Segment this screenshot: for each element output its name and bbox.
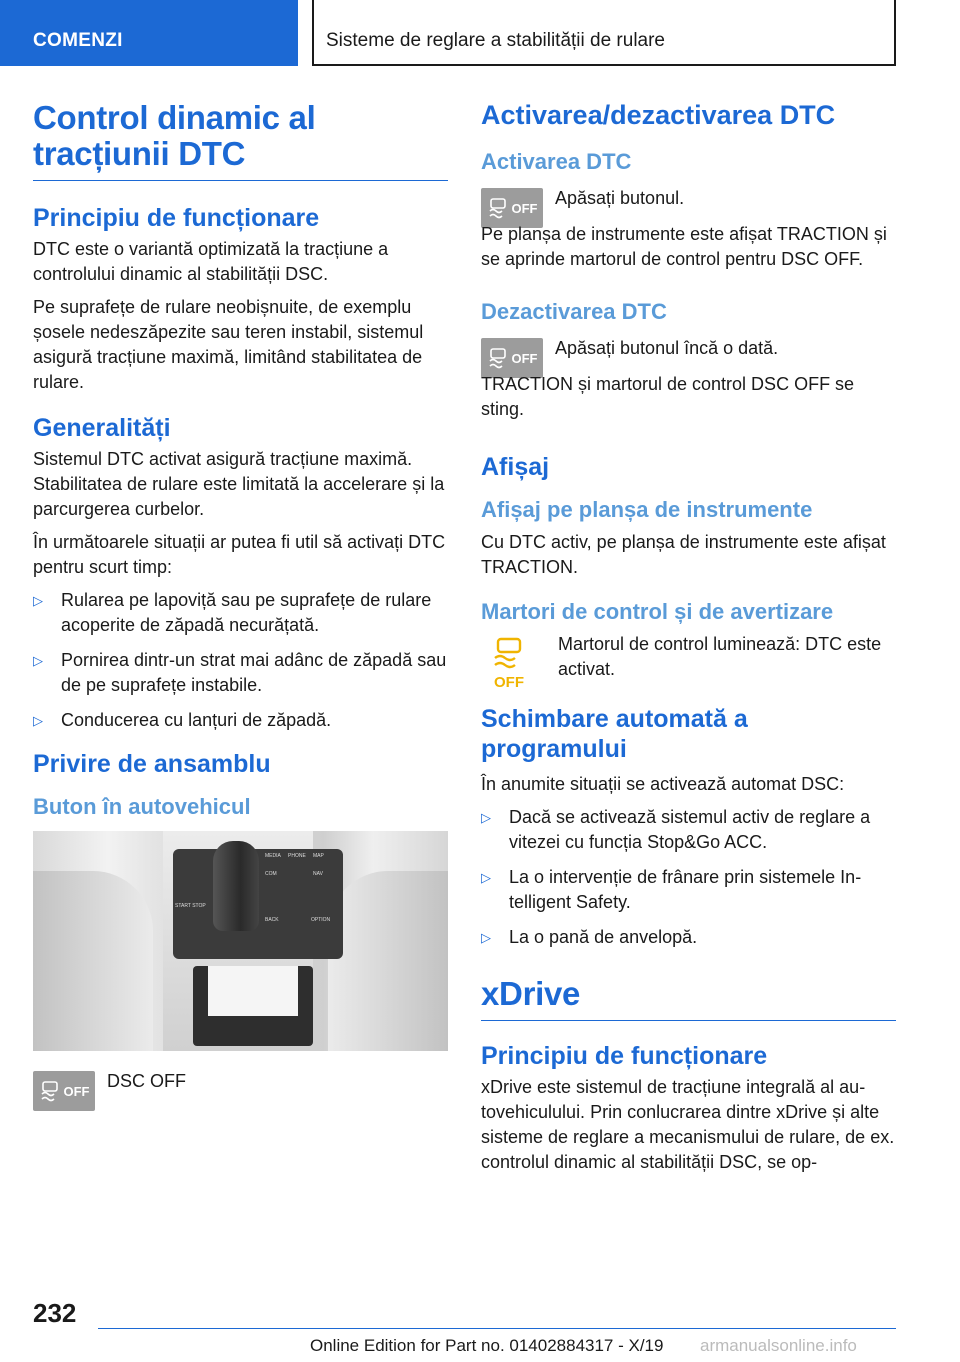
list-item: ▷ Pornirea dintr-un strat mai adânc de zăpadă sau de pe suprafețe instabile. [33, 648, 448, 698]
list-item: ▷ La o intervenție de frânare prin sistemele Intelligent Safety. [481, 865, 896, 915]
activate-step: Apăsați butonul. [555, 188, 685, 208]
off-text: OFF [511, 200, 538, 216]
footer-rule [98, 1328, 896, 1329]
auto-change-paragraph: În anumite situații se activează automat DSC: [481, 774, 845, 794]
principle-paragraph-1: DTC este o variantă optimizată la tracțiune a controlului dinamic al stabilității DSC. [33, 239, 389, 284]
activation-title: Activarea/dezactivarea DTC [481, 100, 836, 130]
list-item: ▷ Conducerea cu lanțuri de zăpadă. [33, 708, 448, 733]
section-tab[interactable]: COMENZI [0, 0, 298, 66]
gear-lever [213, 841, 259, 931]
general-paragraph-2: În următoarele situații ar putea fi util să activați DTC pentru scurt timp: [33, 532, 446, 577]
dtc-title: Control dinamic al tracțiunii DTC [33, 100, 448, 181]
xdrive-paragraph: xDrive este sistemul de tracțiune integrală al autovehiculului. Prin conlucrarea dintre xDrive și alte sisteme de reglare a mecanismului de rulare, de ex. controlul dinamic al stabilității DSC, se op- [481, 1077, 895, 1172]
chapter-title: Sisteme de reglare a stabilității de rulare [312, 0, 896, 66]
general-heading: Generalități [33, 414, 171, 442]
off-text: OFF [511, 350, 538, 366]
activate-result: Pe planșa de instrumente este afișat TRACTION și se aprinde martorul de control pentru DSC OFF. [481, 224, 887, 269]
skid-car-icon [39, 1079, 61, 1103]
seat-right [328, 871, 448, 1051]
auto-change-list [481, 805, 896, 950]
deactivate-heading: Dezactivarea DTC [481, 299, 667, 324]
storage-tray [208, 966, 298, 1016]
photo-label: PHONE [288, 853, 306, 859]
edition-text: Online Edition for Part no. 01402884317 - X/19 [310, 1336, 664, 1355]
warning-row [481, 632, 896, 694]
warning-paragraph: Martorul de control luminează: DTC este activat. [558, 634, 882, 679]
activate-heading: Activarea DTC [481, 149, 632, 174]
dtc-warning-light-icon [481, 634, 536, 694]
list-item: ▷ Dacă se activează sistemul activ de reglare a vitezei cu funcția Stop&Go ACC. [481, 805, 896, 855]
dsc-off-button-icon [33, 1071, 95, 1111]
list-item: ▷ La o pană de anvelopă. [481, 925, 896, 950]
photo-label: MAP [313, 853, 324, 859]
xdrive-title: xDrive [481, 976, 896, 1021]
page-header [0, 0, 960, 66]
principle-heading: Principiu de funcționare [33, 204, 320, 232]
seat-left [33, 871, 153, 1051]
xdrive-principle-heading: Principiu de funcționare [481, 1042, 768, 1070]
auto-change-heading: Schimbare automată a programului [481, 705, 748, 763]
display-heading: Afișaj [481, 453, 550, 481]
photo-label: MEDIA [265, 853, 281, 859]
deactivate-step: Apăsați butonul încă o dată. [555, 338, 779, 358]
off-text: OFF [63, 1083, 90, 1099]
photo-label: BACK [265, 917, 279, 923]
deactivate-result: TRACTION și martorul de control DSC OFF se sting. [481, 374, 855, 419]
display-cluster-heading: Afișaj pe planșa de instrumente [481, 497, 813, 522]
warning-off-text: OFF [493, 674, 524, 691]
list-item: ▷ Rularea pe lapoviță sau pe suprafețe de rulare acoperite de zăpadă necurățată. [33, 588, 448, 638]
warning-heading: Martori de control și de avertizare [481, 599, 834, 624]
watermark-text: armanualsonline.info [700, 1336, 857, 1355]
console-photo [33, 831, 448, 1051]
photo-label: COM [265, 871, 277, 877]
left-column [33, 100, 448, 1111]
dsc-off-label: DSC OFF [107, 1071, 186, 1091]
general-list [33, 588, 448, 733]
skid-car-icon [487, 346, 509, 370]
button-heading: Buton în autovehicul [33, 794, 251, 819]
right-column [481, 100, 896, 1183]
skid-off-warning-icon [489, 636, 529, 692]
principle-paragraph-2: Pe suprafețe de rulare neobișnuite, de exemplu șosele nedeszăpezite sau teren instabil, sistemul asigură tracțiune maximă, limitând stabilitatea de rulare. [33, 297, 424, 392]
general-paragraph-1: Sistemul DTC activat asigură tracțiune maximă. Stabilitatea de rulare este limitată la accelerare și la parcurgerea curbelor. [33, 449, 445, 519]
display-cluster-paragraph: Cu DTC activ, pe planșa de instrumente este afișat TRACTION. [481, 532, 886, 577]
photo-label: OPTION [311, 917, 331, 923]
page-number: 232 [33, 1298, 77, 1328]
skid-car-icon [487, 196, 509, 220]
dsc-off-row [33, 1069, 448, 1111]
overview-heading: Privire de ansamblu [33, 750, 271, 778]
photo-label: START STOP [175, 903, 206, 909]
photo-label: NAV [313, 871, 323, 877]
